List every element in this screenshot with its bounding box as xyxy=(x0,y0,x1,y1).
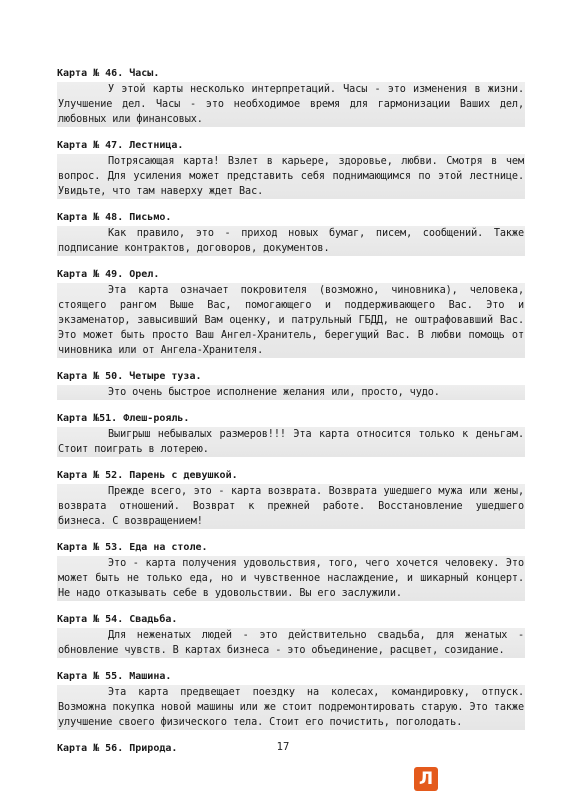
entry-48 xyxy=(57,211,525,256)
entry-46 xyxy=(57,67,525,127)
entry-title: Карта № 49. Орел. xyxy=(57,269,160,280)
entry-title: Карта №51. Флеш-рояль. xyxy=(57,413,190,424)
entry-text: Выигрыш небывалых размеров!!! Эта карта относится только к деньгам. Стоит поиграть в лотерею. xyxy=(58,429,524,455)
entry-text: Это - карта получения удовольствия, того, чего хочется человеку. Это может быть не только еда, но и чувственное наслаждение, и шикарный концерт. Не надо отказывать себе в удовольствии. Вы его заслужили. xyxy=(58,558,524,599)
entry-title: Карта № 48. Письмо. xyxy=(57,212,172,223)
entry-text: Это очень быстрое исполнение желания или, просто, чудо. xyxy=(57,385,525,400)
entry-47 xyxy=(57,139,525,199)
entry-title: Карта № 52. Парень с девушкой. xyxy=(57,470,238,481)
entry-55 xyxy=(57,670,525,730)
entry-title: Карта № 55. Машина. xyxy=(57,671,172,682)
page-number: 17 xyxy=(276,741,290,753)
entry-53 xyxy=(57,541,525,601)
entry-text: Как правило, это - приход новых бумаг, писем, сообщений. Также подписание контрактов, договоров, документов. xyxy=(58,228,524,254)
entry-51 xyxy=(57,412,525,457)
entry-title: Карта № 56. Природа. xyxy=(57,743,178,754)
entry-text: Эта карта означает покровителя (возможно, чиновника), человека, стоящего рангом Выше Вас, помогающего и поддерживающего Вас. Это и экзаменатор, завысивший Вам оценку, и патрульный ГБДД, не оштрафовавший Вас. Это может быть просто Ваш Ангел-Хранитель, берегущий Вас. В любви помощь от чиновника или от Ангела-Хранителя. xyxy=(58,285,524,356)
entry-52 xyxy=(57,469,525,529)
document-body xyxy=(57,67,525,757)
entry-text: У этой карты несколько интерпретаций. Часы - это изменения в жизни. Улучшение дел. Часы - это необходимое время для гармонизации Ваших дел, любовных или финансовых. xyxy=(58,84,524,125)
entry-text: Эта карта предвещает поездку на колесах, командировку, отпуск. Возможна покупка новой машины или же стоит подремонтировать старую. Это также улучшение своего физического тела. Стоит его почистить, поголодать. xyxy=(58,687,524,728)
entry-50 xyxy=(57,370,525,400)
entry-text: Для неженатых людей - это действительно свадьба, для женатых - обновление чувств. В картах бизнеса - это объединение, расцвет, созидание. xyxy=(58,630,524,656)
entry-54 xyxy=(57,613,525,658)
entry-title: Карта № 53. Еда на столе. xyxy=(57,542,208,553)
entry-title: Карта № 47. Лестница. xyxy=(57,140,184,151)
entry-title: Карта № 46. Часы. xyxy=(57,68,160,79)
publisher-logo-icon: Л xyxy=(414,767,438,791)
entry-text: Прежде всего, это - карта возврата. Возврата ушедшего мужа или жены, возврата отношений. Возврат к прежней работе. Восстановление ушедшего бизнеса. С возвращением! xyxy=(58,486,524,527)
entry-title: Карта № 50. Четыре туза. xyxy=(57,371,202,382)
entry-title: Карта № 54. Свадьба. xyxy=(57,614,178,625)
entry-49 xyxy=(57,268,525,358)
entry-text: Потрясающая карта! Взлет в карьере, здоровье, любви. Смотря в чем вопрос. Для усиления может представить себя поднимающимся по этой лестнице. Увидьте, что там наверху ждет Вас. xyxy=(58,156,524,197)
